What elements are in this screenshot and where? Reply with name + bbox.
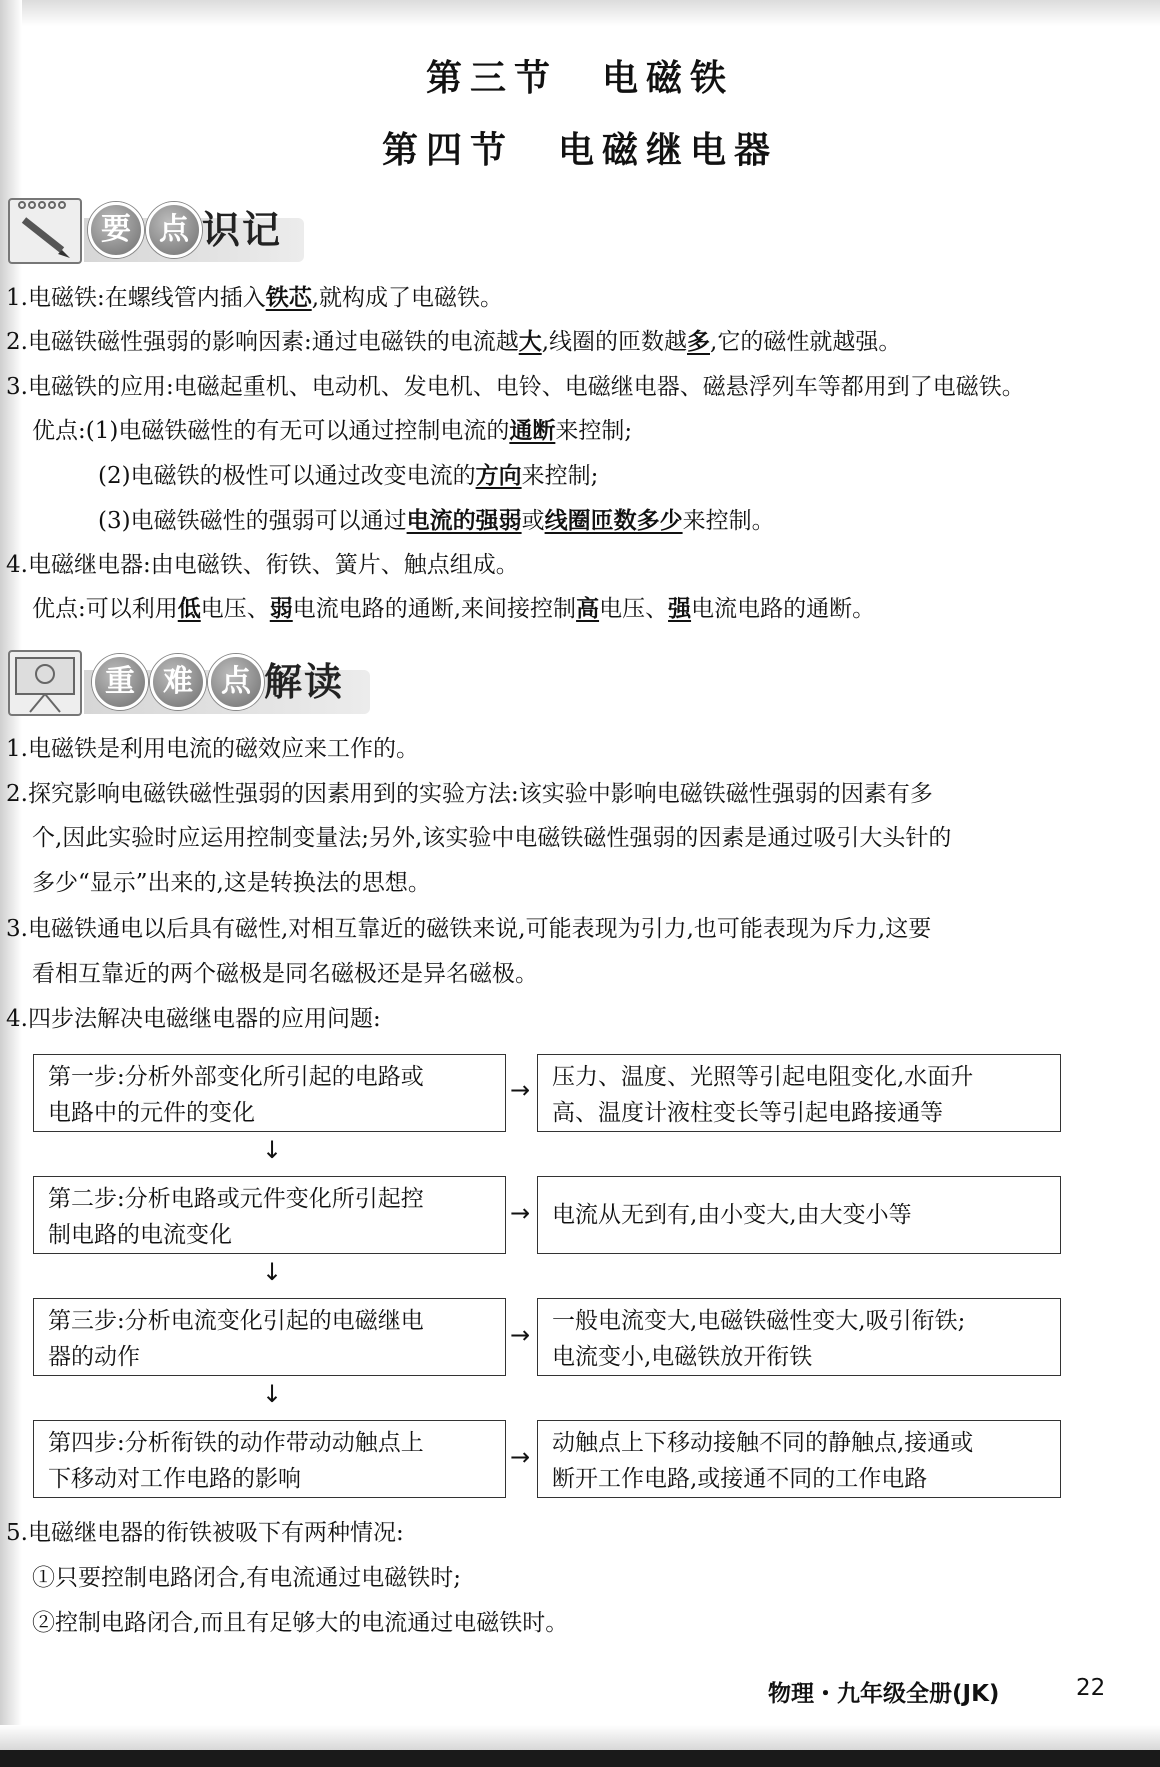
blank-answer: 方向 <box>475 463 522 489</box>
page-number: 22 <box>1076 1675 1106 1701</box>
flow-text: 电流变小,电磁铁放开衔铁 <box>552 1344 813 1370</box>
text: 优点:可以利用 <box>32 596 178 622</box>
case-2: ②控制电路闭合,而且有足够大的电流通过电磁铁时。 <box>32 1610 569 1636</box>
flow-result-1 <box>537 1054 1061 1132</box>
text: 1.电磁铁:在螺线管内插入 <box>6 285 266 311</box>
flow-step-2 <box>33 1176 506 1254</box>
text: 来控制; <box>555 418 633 444</box>
interpretation-1: 1.电磁铁是利用电流的磁效应来工作的。 <box>6 736 419 762</box>
flow-text: 电流从无到有,由小变大,由大变小等 <box>552 1202 912 1228</box>
right-arrow-icon: → <box>510 1321 531 1349</box>
title-section-3-number: 第三节 <box>425 58 558 99</box>
flow-text: 断开工作电路,或接通不同的工作电路 <box>552 1466 928 1492</box>
text: ,它的磁性就越强。 <box>710 329 902 355</box>
down-arrow-icon: ↓ <box>262 1136 283 1164</box>
bottom-shadow <box>0 1725 1160 1750</box>
flow-step-4 <box>33 1420 506 1498</box>
interpretation-2-cont2: 多少“显示”出来的,这是转换法的思想。 <box>32 870 431 896</box>
blank-answer: 电流的强弱 <box>406 508 522 534</box>
key-point-3: 3.电磁铁的应用:电磁起重机、电动机、发电机、电铃、电磁继电器、磁悬浮列车等都用到了电磁铁。 <box>6 374 1025 400</box>
title-section-4-number: 第四节 <box>381 130 514 171</box>
flow-result-2 <box>537 1176 1061 1254</box>
flow-text: 第四步:分析衔铁的动作带动动触点上 <box>48 1430 424 1456</box>
interpretation-2: 2.探究影响电磁铁磁性强弱的因素用到的实验方法:该实验中影响电磁铁磁性强弱的因素有多 <box>6 781 933 807</box>
text: 电流电路的通断。 <box>691 596 876 622</box>
interpretation-2-cont: 个,因此实验时应运用控制变量法;另外,该实验中电磁铁磁性强弱的因素是通过吸引大头针的 <box>32 825 952 851</box>
presentation-board-icon <box>8 650 82 716</box>
text: (3)电磁铁磁性的强弱可以通过 <box>98 508 407 534</box>
text: ,就构成了电磁铁。 <box>311 285 504 311</box>
blank-answer: 强 <box>668 596 692 622</box>
key-point-4: 4.电磁继电器:由电磁铁、衔铁、簧片、触点组成。 <box>6 552 519 578</box>
banner-circle-1: 要 <box>88 202 144 258</box>
notepad-pencil-icon <box>8 198 82 264</box>
flow-text: 电路中的元件的变化 <box>48 1100 255 1126</box>
flow-text: 器的动作 <box>48 1344 140 1370</box>
title-section-3 <box>0 50 1160 101</box>
flow-text: 一般电流变大,电磁铁磁性变大,吸引衔铁; <box>552 1308 966 1334</box>
text: 或 <box>521 508 545 534</box>
text: 电流电路的通断,来间接控制 <box>292 596 577 622</box>
title-section-4-name: 电磁继电器 <box>558 130 779 171</box>
blank-answer: 多 <box>687 329 711 355</box>
text: 电压、 <box>200 596 270 622</box>
text: 来控制; <box>521 463 599 489</box>
interpretation-3: 3.电磁铁通电以后具有磁性,对相互靠近的磁铁来说,可能表现为引力,也可能表现为斥力,这要 <box>6 916 932 942</box>
advantage-3 <box>98 506 775 536</box>
banner-circle-3: 点 <box>208 654 264 710</box>
flow-step-3 <box>33 1298 506 1376</box>
title-section-3-name: 电磁铁 <box>602 58 735 99</box>
text: (2)电磁铁的极性可以通过改变电流的 <box>98 463 476 489</box>
right-arrow-icon: → <box>510 1199 531 1227</box>
flow-step-1 <box>33 1054 506 1132</box>
text: ,线圈的匝数越 <box>541 329 688 355</box>
case-1: ①只要控制电路闭合,有电流通过电磁铁时; <box>32 1565 462 1591</box>
blank-answer: 线圈匝数多少 <box>544 508 683 534</box>
text: 来控制。 <box>682 508 775 534</box>
interpretation-4: 4.四步法解决电磁继电器的应用问题: <box>6 1006 381 1032</box>
book-title: 物理・九年级全册(JK) <box>768 1681 1000 1707</box>
blank-answer: 大 <box>518 329 542 355</box>
text: 优点:(1)电磁铁磁性的有无可以通过控制电流的 <box>32 418 510 444</box>
banner-circle-2: 点 <box>146 202 202 258</box>
flow-text: 第二步:分析电路或元件变化所引起控 <box>48 1186 424 1212</box>
flow-text: 第一步:分析外部变化所引起的电路或 <box>48 1064 424 1090</box>
banner-word: 解读 <box>264 660 345 704</box>
relay-advantage <box>32 594 875 624</box>
blank-answer: 铁芯 <box>265 285 312 311</box>
blank-answer: 弱 <box>269 596 293 622</box>
advantage-2 <box>98 461 598 491</box>
banner-key-points <box>6 190 306 268</box>
blank-answer: 高 <box>576 596 600 622</box>
right-arrow-icon: → <box>510 1076 531 1104</box>
flow-text: 动触点上下移动接触不同的静触点,接通或 <box>552 1430 974 1456</box>
interpretation-5: 5.电磁继电器的衔铁被吸下有两种情况: <box>6 1520 404 1546</box>
flow-text: 下移动对工作电路的影响 <box>48 1466 301 1492</box>
flow-text: 第三步:分析电流变化引起的电磁继电 <box>48 1308 424 1334</box>
banner-difficult-points <box>6 642 386 720</box>
flow-result-4 <box>537 1420 1061 1498</box>
text: 电压、 <box>599 596 669 622</box>
top-shadow <box>0 0 1160 26</box>
down-arrow-icon: ↓ <box>262 1258 283 1286</box>
flow-text: 制电路的电流变化 <box>48 1222 232 1248</box>
banner-circle-2: 难 <box>150 654 206 710</box>
key-point-1 <box>6 283 503 313</box>
key-point-2 <box>6 327 901 357</box>
banner-word: 识记 <box>202 208 283 252</box>
banner-circle-1: 重 <box>92 654 148 710</box>
flow-text: 压力、温度、光照等引起电阻变化,水面升 <box>552 1064 974 1090</box>
right-arrow-icon: → <box>510 1443 531 1471</box>
flow-result-3 <box>537 1298 1061 1376</box>
blank-answer: 通断 <box>509 418 556 444</box>
flow-text: 高、温度计液柱变长等引起电路接通等 <box>552 1100 943 1126</box>
blank-answer: 低 <box>177 596 201 622</box>
advantage-1 <box>32 416 632 446</box>
title-section-4 <box>0 122 1160 173</box>
down-arrow-icon: ↓ <box>262 1380 283 1408</box>
interpretation-3-cont: 看相互靠近的两个磁极是同名磁极还是异名磁极。 <box>32 961 538 987</box>
text: 2.电磁铁磁性强弱的影响因素:通过电磁铁的电流越 <box>6 329 519 355</box>
